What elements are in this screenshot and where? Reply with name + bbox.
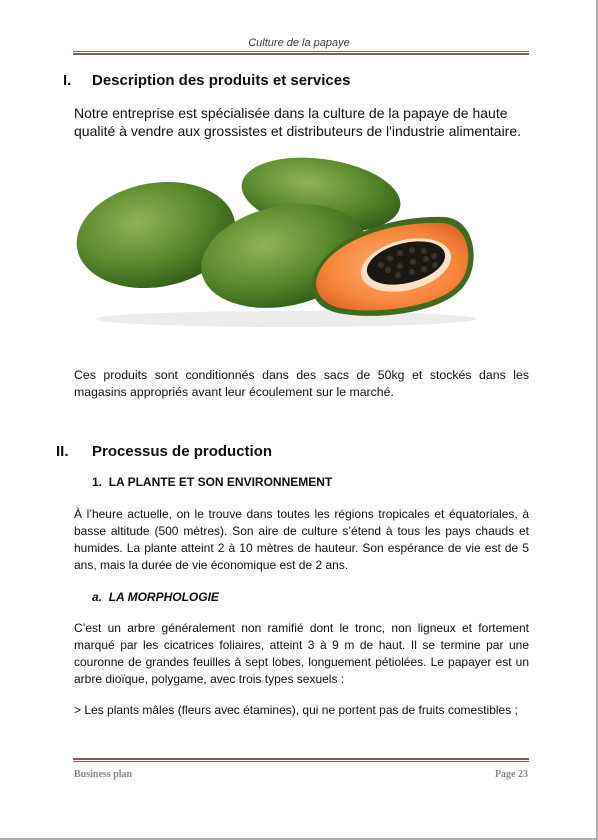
subsection-a-title: LA MORPHOLOGIE	[108, 590, 219, 604]
header-rule-thick	[73, 53, 529, 55]
footer-rule-thick	[73, 758, 529, 760]
section-2-paragraph-2: C’est un arbre généralement non ramifié dont le tronc, non ligneux et fortement marqué par les cicatrices foliaires, atteint 3 à 9 m de haut. Il se termine par une couronne de grandes feuilles à sept lobes, longuement pétiolées. Le papayer est un arbre dioïque, polygame, avec trois types sexuels :	[74, 621, 529, 686]
subsection-1-heading	[92, 475, 332, 489]
section-2-title: Processus de production	[92, 443, 273, 460]
section-1-intro: Notre entreprise est spécialisée dans la culture de la papaye de haute qualité à vendre aux grossistes et distributeurs de l'industrie alimentaire.	[74, 105, 522, 139]
footer-rule-thin	[73, 761, 529, 762]
subsection-a-number: a.	[92, 590, 103, 604]
section-2-number: II.	[56, 443, 69, 460]
header-rule-thin	[73, 51, 529, 52]
section-1-number: I.	[63, 72, 72, 89]
subsection-a-heading	[92, 590, 219, 604]
section-2-paragraph-1: À l’heure actuelle, on le trouve dans toutes les régions tropicales et équatoriales, à basse altitude (500 mètres). Son aire de culture s’étend à tous les pays chauds et humides. La plante atteint 2 à 10 mètres de hauteur. Son espérance de vie est de 5 ans, mais la durée de vie économique est de 2 ans.	[74, 507, 529, 572]
page-number: Page 23	[494, 769, 528, 780]
papaya-fruits-image	[76, 153, 481, 328]
section-1-packaging: Ces produits sont conditionnés dans des sacs de 50kg et stockés dans les magasins appropriés avant leur écoulement sur le marché.	[74, 368, 529, 399]
subsection-1-number: 1.	[92, 475, 103, 489]
subsection-1-title: LA PLANTE ET SON ENVIRONNEMENT	[108, 475, 333, 489]
section-1-heading	[63, 72, 350, 89]
footer-left-label: Business plan	[74, 769, 133, 780]
bullet-male-plants: > Les plants mâles (fleurs avec étamines), qui ne portent pas de fruits comestibles ;	[74, 703, 518, 717]
running-header: Culture de la papaye	[248, 37, 350, 49]
section-2-heading	[56, 443, 272, 460]
section-1-title: Description des produits et services	[92, 72, 351, 89]
